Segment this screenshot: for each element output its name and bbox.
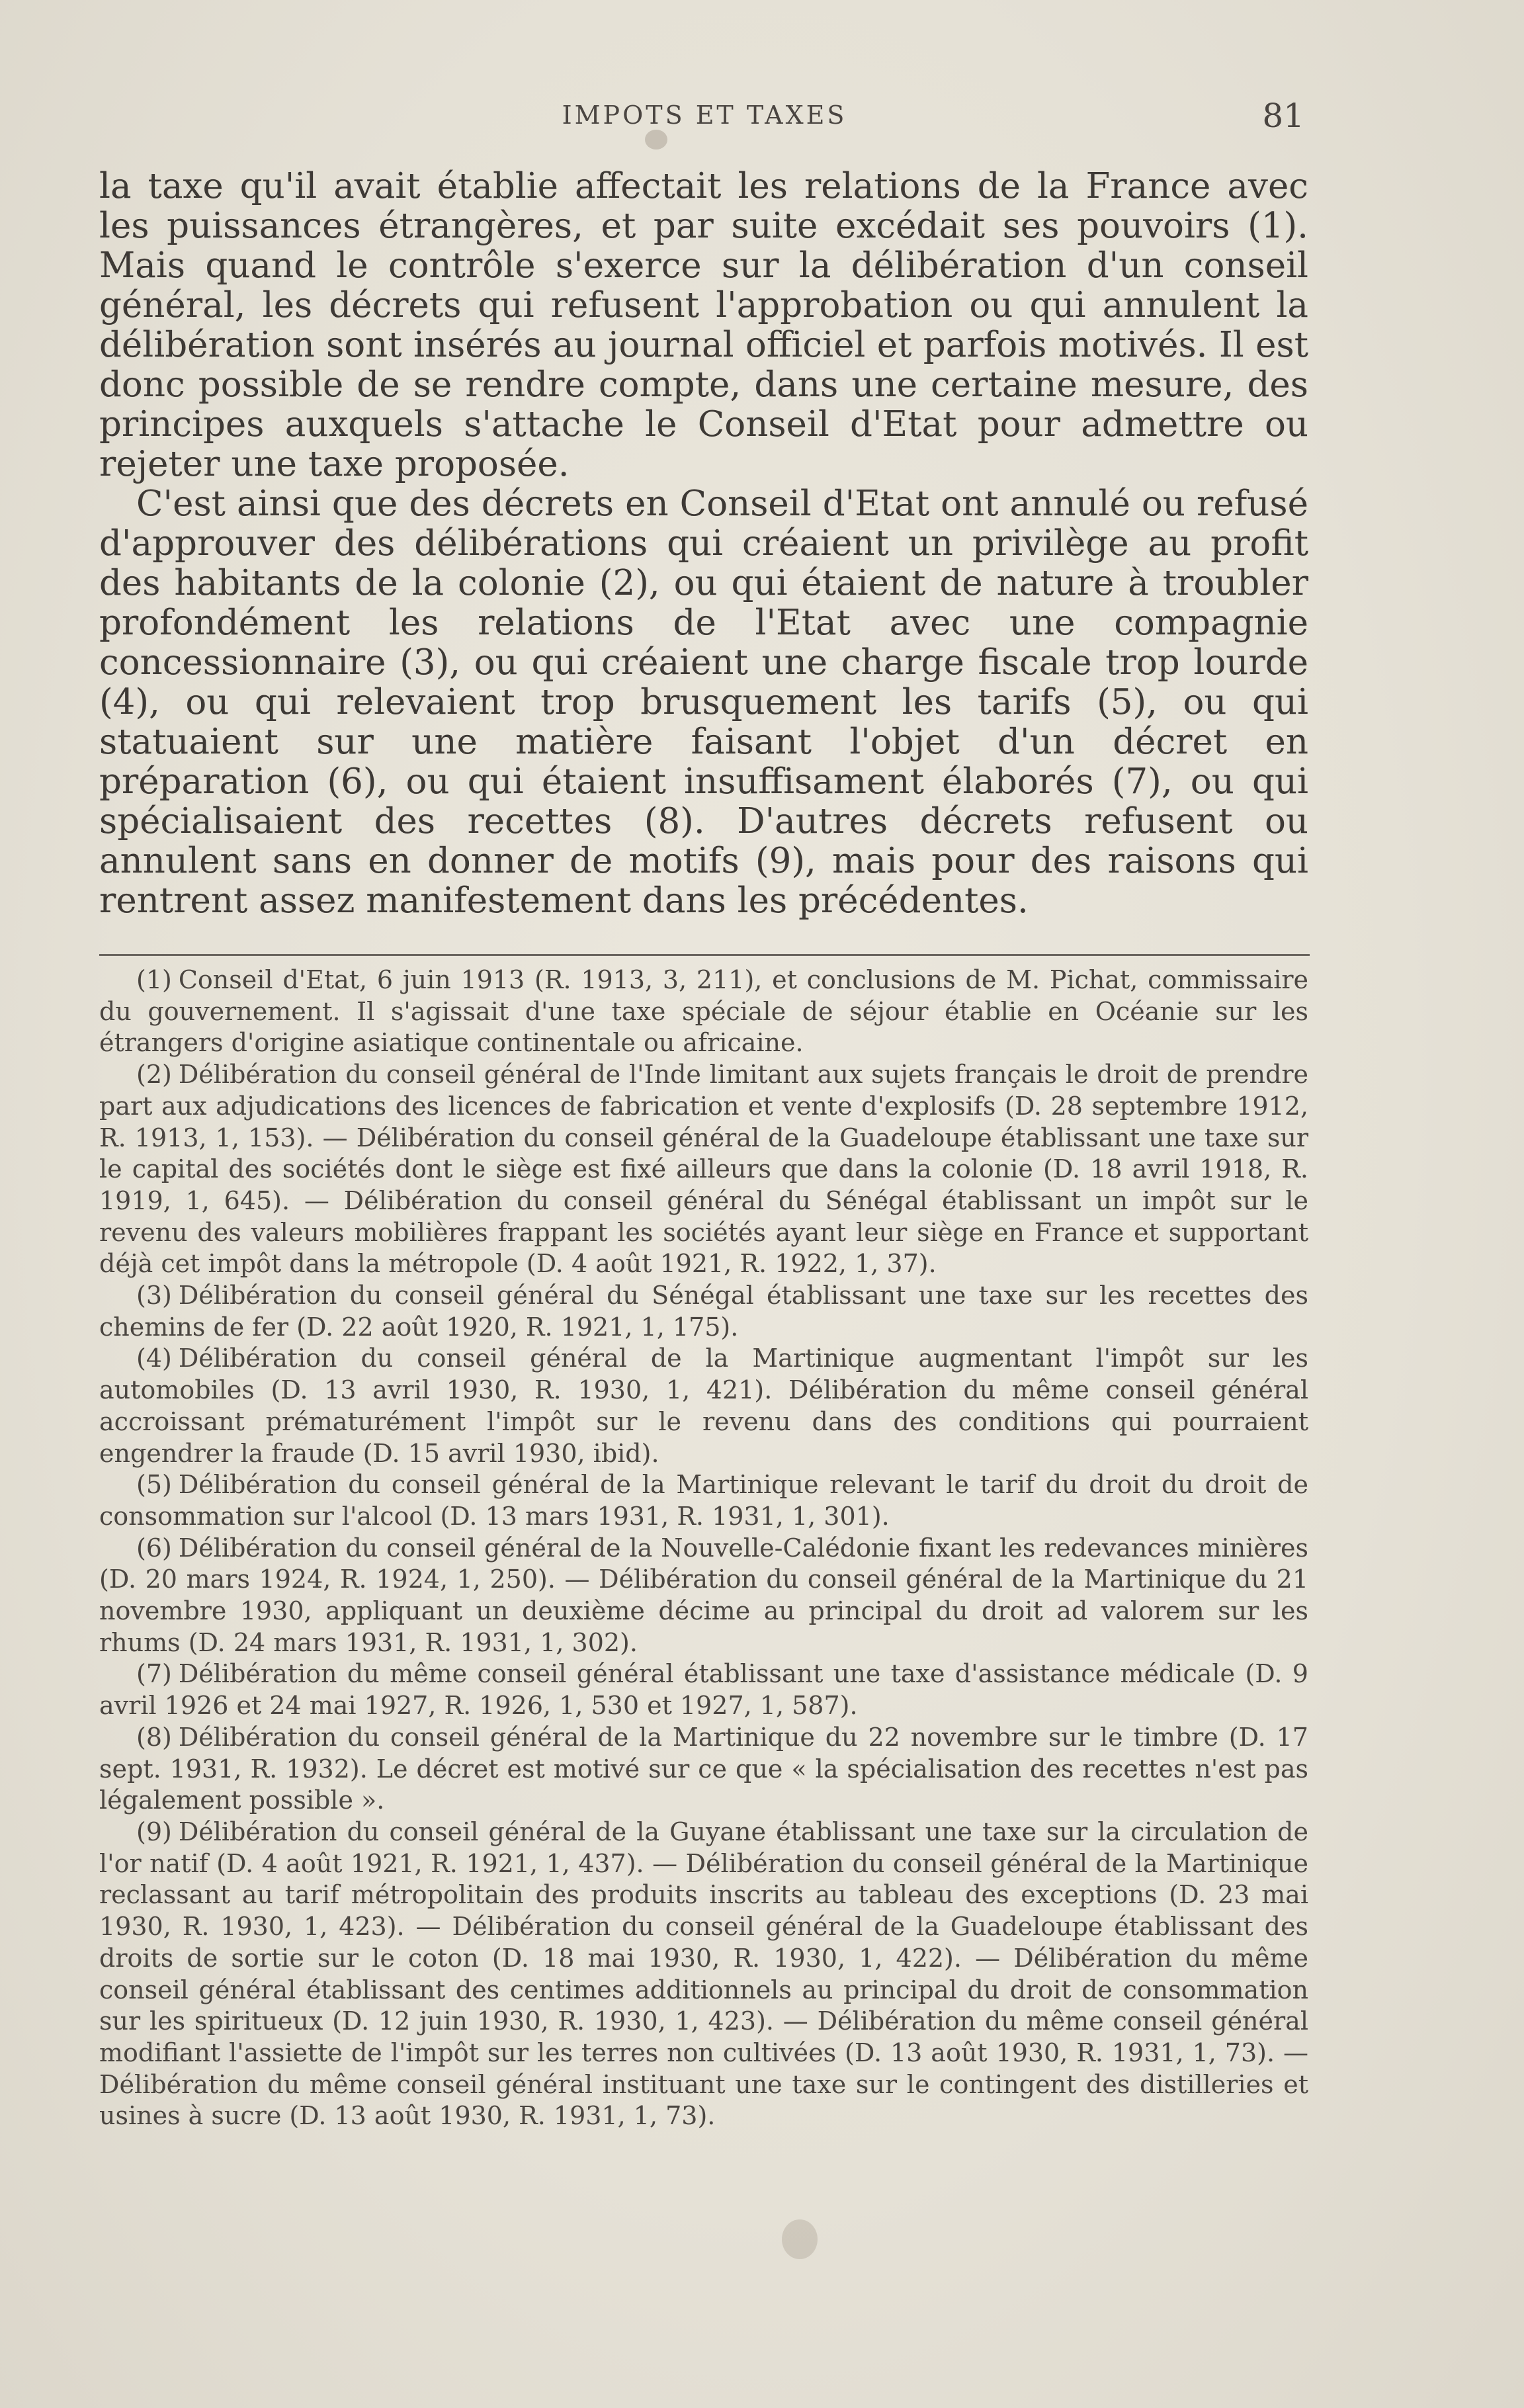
footnote-number: (3) [136,1281,172,1311]
footnote-text: Délibération du même conseil général établissant une taxe d'assistance médicale (D. 9 avril 1926 et 24 mai 1927, R. 1926, 1, 530 et 1927, 1, 587). [99,1659,1308,1721]
footnote-number: (7) [136,1659,172,1689]
footnote-number: (9) [136,1817,172,1846]
footnote-text: Délibération du conseil général du Sénégal établissant une taxe sur les recettes des chemins de fer (D. 22 août 1920, R. 1921, 1, 175). [99,1281,1308,1342]
footnote [99,965,1308,1059]
footnote [99,1722,1308,1817]
running-head: IMPOTS ET TAXES [562,101,847,130]
footnote-text: Délibération du conseil général de la Martinique augmentant l'impôt sur les automobiles (D. 13 avril 1930, R. 1930, 1, 421). Délibération du même conseil général accroissant prématurément l'impôt sur le revenu dans des conditions qui pourraient engendrer la fraude (D. 15 avril 1930, ibid). [99,1344,1308,1468]
footnote-text: Délibération du conseil général de la Guyane établissant une taxe sur la circulation de l'or natif (D. 4 août 1921, R. 1921, 1, 437). — Délibération du conseil général de la Martinique reclassant au tarif métropolitain des produits inscrits au tableau des exceptions (D. 23 mai 1930, R. 1930, 1, 423). — Délibération du conseil général de la Guadeloupe établissant des droits de sortie sur le coton (D. 18 mai 1930, R. 1930, 1, 422). — Délibération du même conseil général établissant des centimes additionnels au principal du droit de consommation sur les spiritueux (D. 12 juin 1930, R. 1930, 1, 423). — Délibération du même conseil général modifiant l'assiette de l'impôt sur les terres non cultivées (D. 13 août 1930, R. 1931, 1, 73). — Délibération du même conseil général instituant une taxe sur le contingent des distilleries et usines à sucre (D. 13 août 1930, R. 1931, 1, 73). [99,1817,1308,2131]
footnote-number: (1) [136,965,172,994]
footnote [99,1658,1308,1721]
footnote-text: Délibération du conseil général de la Martinique relevant le tarif du droit du droit de consommation sur l'alcool (D. 13 mars 1931, R. 1931, 1, 301). [99,1470,1308,1531]
footnote [99,1280,1308,1343]
footnotes [99,965,1308,2132]
body-paragraph: la taxe qu'il avait établie affectait les relations de la France avec les puissances étrangères, et par suite excédait ses pouvoirs (1). Mais quand le contrôle s'exerce sur la délibération d'un conseil général, les décrets qui refusent l'approbation ou qui annulent la délibération sont insérés au journal officiel et parfois motivés. Il est donc possible de se rendre compte, dans une certaine mesure, des principes auxquels s'attache le Conseil d'Etat pour admettre ou rejeter une taxe proposée. [99,166,1308,484]
footnote-separator [99,954,1310,956]
footnote-text: Délibération du conseil général de la Nouvelle-Calédonie fixant les redevances minières (D. 20 mars 1924, R. 1924, 1, 250). — Délibération du conseil général de la Martinique du 21 novembre 1930, appliquant un deuxième décime au principal du droit ad valorem sur les rhums (D. 24 mars 1931, R. 1931, 1, 302). [99,1533,1308,1657]
main-text [99,167,1308,921]
page-stain [782,2219,818,2259]
footnote [99,1817,1308,2132]
footnote-number: (8) [136,1722,172,1752]
footnote-text: Délibération du conseil général de l'Inde limitant aux sujets français le droit de prendre part aux adjudications des licences de fabrication et vente d'explosifs (D. 28 septembre 1912, R. 1913, 1, 153). — Délibération du conseil général de la Guadeloupe établissant une taxe sur le capital des sociétés dont le siège est fixé ailleurs que dans la colonie (D. 18 avril 1918, R. 1919, 1, 645). — Délibération du conseil général du Sénégal établissant un impôt sur le revenu des valeurs mobilières frappant les sociétés ayant leur siège en France et supportant déjà cet impôt dans la métropole (D. 4 août 1921, R. 1922, 1, 37). [99,1060,1308,1279]
footnote-text: Délibération du conseil général de la Martinique du 22 novembre sur le timbre (D. 17 sept. 1931, R. 1932). Le décret est motivé sur ce que « la spécialisation des recettes n'est pas légalement possible ». [99,1722,1308,1815]
footnote-number: (5) [136,1470,172,1500]
footnote [99,1469,1308,1532]
footnote-number: (4) [136,1344,172,1373]
footnote [99,1343,1308,1469]
page-number: 81 [1262,97,1304,135]
footnote [99,1533,1308,1659]
page-header [99,97,1310,136]
footnote [99,1059,1308,1280]
footnote-number: (6) [136,1533,172,1563]
body-paragraph: C'est ainsi que des décrets en Conseil d'Etat ont annulé ou refusé d'approuver des délibérations qui créaient un privilège au profit des habitants de la colonie (2), ou qui étaient de nature à troubler profondément les relations de l'Etat avec une compagnie concessionnaire (3), ou qui créaient une charge fiscale trop lourde (4), ou qui relevaient trop brusquement les tarifs (5), ou qui statuaient sur une matière faisant l'objet d'un décret en préparation (6), ou qui étaient insuffisament élaborés (7), ou qui spécialisaient des recettes (8). D'autres décrets refusent ou annulent sans en donner de motifs (9), mais pour des raisons qui rentrent assez manifestement dans les précédentes. [99,484,1308,921]
footnote-number: (2) [136,1060,172,1090]
footnote-text: Conseil d'Etat, 6 juin 1913 (R. 1913, 3, 211), et conclusions de M. Pichat, commissaire du gouvernement. Il s'agissait d'une taxe spéciale de séjour établie en Océanie sur les étrangers d'origine asiatique continentale ou africaine. [99,965,1308,1058]
